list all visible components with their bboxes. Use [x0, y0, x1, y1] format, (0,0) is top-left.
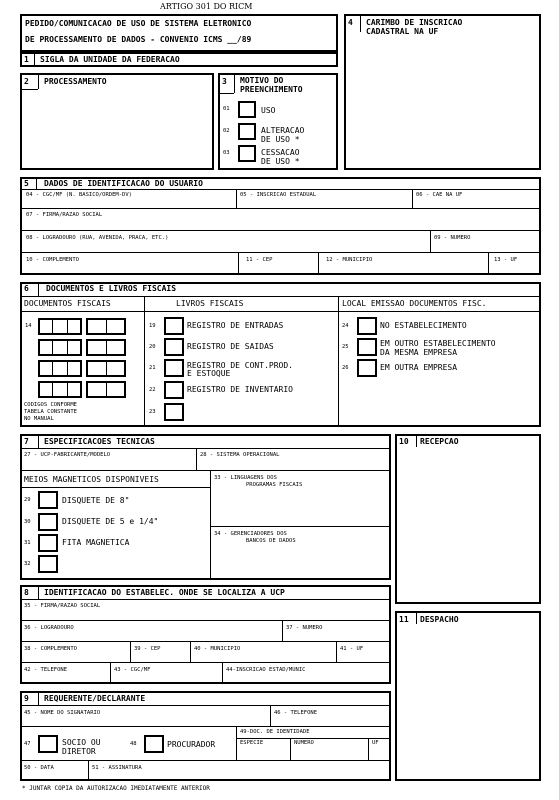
section-1-num: 1 — [24, 55, 29, 64]
meio-code: 30 — [24, 519, 31, 525]
motivo-code: 02 — [223, 128, 230, 134]
field-50-data[interactable]: 50 - DATA — [24, 765, 54, 771]
livro-code: 19 — [149, 323, 156, 329]
section-10-recepcao[interactable] — [395, 434, 541, 604]
motivo-label: ALTERACAO — [261, 126, 305, 135]
field-34-gerenciadores[interactable]: 34 - GERENCIADORES DOS — [214, 531, 287, 537]
field-44-inscricao[interactable]: 44-INSCRICAO ESTAD/MUNIC — [226, 667, 306, 673]
section-3-num: 3 — [222, 77, 227, 86]
meio-fita-checkbox[interactable] — [38, 534, 58, 552]
local-outra-empresa-checkbox[interactable] — [357, 359, 377, 377]
field-10-complemento[interactable]: 10 - COMPLEMENTO — [26, 257, 79, 263]
form-title-line2: DE PROCESSAMENTO DE DADOS - CONVENIO ICMS __/89 — [25, 35, 252, 44]
meio-label: FITA MAGNETICA — [62, 538, 130, 547]
section-8-num: 8 — [24, 588, 29, 597]
local-label: NO ESTABELECIMENTO — [380, 321, 467, 330]
form-title-line1: PEDIDO/COMUNICACAO DE USO DE SISTEMA ELETRONICO — [25, 19, 252, 28]
meio-code: 32 — [24, 561, 31, 567]
motivo-label: DE USO * — [261, 157, 300, 166]
field-40-municipio[interactable]: 40 - MUNICIPIO — [194, 646, 241, 652]
section-3-label-line1: MOTIVO DO — [240, 76, 284, 85]
meio-other-checkbox[interactable] — [38, 555, 58, 573]
section-6-num: 6 — [24, 284, 29, 293]
motivo-label: USO — [261, 106, 276, 115]
section-11-num: 11 — [399, 615, 409, 624]
doc-box[interactable] — [38, 381, 82, 398]
motivo-code: 03 — [223, 150, 230, 156]
local-outro-estabelecimento-checkbox[interactable] — [357, 338, 377, 356]
meio-disquete8-checkbox[interactable] — [38, 491, 58, 509]
motivo-uso-checkbox[interactable] — [238, 101, 256, 118]
col-local-emissao: LOCAL EMISSAO DOCUMENTOS FISC. — [342, 299, 487, 308]
col-documentos-fiscais: DOCUMENTOS FISCAIS — [24, 299, 111, 308]
field-41-uf[interactable]: 41 - UF — [340, 646, 364, 652]
field-45-signatario[interactable]: 45 - NOME DO SIGNATARIO — [24, 710, 101, 716]
field-46-telefone[interactable]: 46 - TELEFONE — [274, 710, 318, 716]
livro-label: REGISTRO DE INVENTARIO — [187, 385, 293, 394]
section-5-num: 5 — [24, 179, 29, 188]
field-48-code: 48 — [130, 741, 137, 747]
section-8-label: IDENTIFICACAO DO ESTABELEC. ONDE SE LOCALIZA A UCP — [44, 588, 285, 597]
meio-code: 29 — [24, 497, 31, 503]
local-label: EM OUTRO ESTABELECIMENTO — [380, 339, 496, 348]
section-9-num: 9 — [24, 694, 29, 703]
footnote: * JUNTAR COPIA DA AUTORIZACAO IMEDIATAMENTE ANTERIOR — [22, 785, 210, 792]
livro-code: 23 — [149, 409, 156, 415]
section-4-num: 4 — [348, 18, 353, 27]
livro-saidas-checkbox[interactable] — [164, 338, 184, 356]
section-1-label: SIGLA DA UNIDADE DA FEDERACAO — [40, 55, 180, 64]
field-39-cep[interactable]: 39 - CEP — [134, 646, 161, 652]
section-10-num: 10 — [399, 437, 409, 446]
livro-estoque-checkbox[interactable] — [164, 359, 184, 377]
motivo-cessacao-checkbox[interactable] — [238, 145, 256, 162]
col-livros-fiscais: LIVROS FISCAIS — [176, 299, 244, 308]
section-7-num: 7 — [24, 437, 29, 446]
section-9-label: REQUERENTE/DECLARANTE — [44, 694, 146, 703]
section-4-carimbo[interactable] — [344, 14, 541, 170]
meio-disquete5-checkbox[interactable] — [38, 513, 58, 531]
local-code: 25 — [342, 344, 349, 350]
motivo-code: 01 — [223, 106, 230, 112]
field-04-cgc[interactable]: 04 - CGC/MF (N. BASICO/ORDEM-DV) — [26, 192, 132, 198]
doc-box[interactable] — [38, 318, 82, 335]
field-09-numero[interactable]: 09 - NUMERO — [434, 235, 471, 241]
field-49-numero[interactable]: NUMERO — [294, 740, 314, 746]
field-27-ucp[interactable]: 27 - UCP-FABRICANTE/MODELO — [24, 452, 111, 458]
field-35-firma[interactable]: 35 - FIRMA/RAZAO SOCIAL — [24, 603, 101, 609]
livro-code: 21 — [149, 365, 156, 371]
field-11-cep[interactable]: 11 - CEP — [246, 257, 273, 263]
livro-label: REGISTRO DE ENTRADAS — [187, 321, 284, 330]
motivo-label: CESSACAO — [261, 148, 300, 157]
top-title: ARTIGO 301 DO RICM — [160, 2, 253, 11]
livro-entradas-checkbox[interactable] — [164, 317, 184, 335]
section-10-label: RECEPCAO — [420, 437, 459, 446]
field-49-doc-identidade: 49-DOC. DE IDENTIDADE — [240, 729, 310, 735]
meio-label: DISQUETE DE 5 e 1/4" — [62, 517, 159, 526]
doc-code: 14 — [25, 323, 32, 329]
field-07-firma[interactable]: 07 - FIRMA/RAZAO SOCIAL — [26, 212, 103, 218]
livro-inventario-checkbox[interactable] — [164, 381, 184, 399]
field-13-uf[interactable]: 13 - UF — [494, 257, 518, 263]
section-2-processamento[interactable] — [20, 73, 214, 170]
meios-magneticos-label: MEIOS MAGNETICOS DISPONIVEIS — [24, 475, 159, 484]
meio-code: 31 — [24, 540, 31, 546]
field-38-complemento[interactable]: 38 - COMPLEMENTO — [24, 646, 77, 652]
field-49-uf[interactable]: UF — [372, 740, 379, 746]
field-06-cae[interactable]: 06 - CAE NA UF — [416, 192, 463, 198]
field-43-cgc[interactable]: 43 - CGC/MF — [114, 667, 151, 673]
field-37-numero[interactable]: 37 - NUMERO — [286, 625, 323, 631]
livro-code: 22 — [149, 387, 156, 393]
doc-note: CODIGOS CONFORME — [24, 402, 77, 408]
local-estabelecimento-checkbox[interactable] — [357, 317, 377, 335]
socio-diretor-label: SOCIO OU — [62, 738, 101, 747]
section-11-label: DESPACHO — [420, 615, 459, 624]
section-3-label-line2: PREENCHIMENTO — [240, 85, 303, 94]
section-7-label: ESPECIFICACOES TECNICAS — [44, 437, 155, 446]
doc-box[interactable] — [38, 360, 82, 377]
field-08-logradouro[interactable]: 08 - LOGRADOURO (RUA, AVENIDA, PRACA, ETC.) — [26, 235, 169, 241]
section-2-label: PROCESSAMENTO — [44, 77, 107, 86]
field-42-telefone[interactable]: 42 - TELEFONE — [24, 667, 68, 673]
field-47-code: 47 — [24, 741, 31, 747]
procurador-label: PROCURADOR — [167, 740, 216, 749]
motivo-alteracao-checkbox[interactable] — [238, 123, 256, 140]
livro-label: E ESTOQUE — [187, 369, 231, 378]
field-33-linguagens[interactable]: 33 - LINGUAGENS DOS — [214, 475, 277, 481]
field-12-municipio[interactable]: 12 - MUNICIPIO — [326, 257, 373, 263]
doc-note: NO MANUAL — [24, 416, 54, 422]
socio-diretor-label-line2: DIRETOR — [62, 747, 96, 756]
doc-box[interactable] — [38, 339, 82, 356]
section-2-num: 2 — [24, 77, 29, 86]
meio-label: DISQUETE DE 8" — [62, 496, 130, 505]
field-34-gerenciadores-line2: BANCOS DE DADOS — [246, 538, 296, 544]
livro-label: REGISTRO DE SAIDAS — [187, 342, 274, 351]
field-28-sistema[interactable]: 28 - SISTEMA OPERACIONAL — [200, 452, 280, 458]
local-code: 24 — [342, 323, 349, 329]
section-5-label: DADOS DE IDENTIFICACAO DO USUARIO — [44, 179, 203, 188]
local-label: DA MESMA EMPRESA — [380, 348, 458, 357]
livro-code: 20 — [149, 344, 156, 350]
local-label: EM OUTRA EMPRESA — [380, 363, 458, 372]
livro-other-checkbox[interactable] — [164, 403, 184, 421]
local-code: 26 — [342, 365, 349, 371]
section-11-despacho[interactable] — [395, 611, 541, 781]
procurador-checkbox[interactable] — [144, 735, 164, 753]
field-36-logradouro[interactable]: 36 - LOGRADOURO — [24, 625, 74, 631]
doc-note: TABELA CONSTANTE — [24, 409, 77, 415]
section-4-label-line1: CARIMBO DE INSCRICAO — [366, 18, 463, 27]
section-4-label-line2: CADASTRAL NA UF — [366, 27, 439, 36]
section-6-label: DOCUMENTOS E LIVROS FISCAIS — [46, 284, 177, 293]
socio-diretor-checkbox[interactable] — [38, 735, 58, 753]
field-49-especie[interactable]: ESPECIE — [240, 740, 264, 746]
livro-label: REGISTRO DE CONT.PROD. — [187, 361, 293, 370]
motivo-label: DE USO * — [261, 135, 300, 144]
field-05-inscricao[interactable]: 05 - INSCRICAO ESTADUAL — [240, 192, 317, 198]
field-51-assinatura[interactable]: 51 - ASSINATURA — [92, 765, 142, 771]
field-33-linguagens-line2: PROGRAMAS FISCAIS — [246, 482, 303, 488]
